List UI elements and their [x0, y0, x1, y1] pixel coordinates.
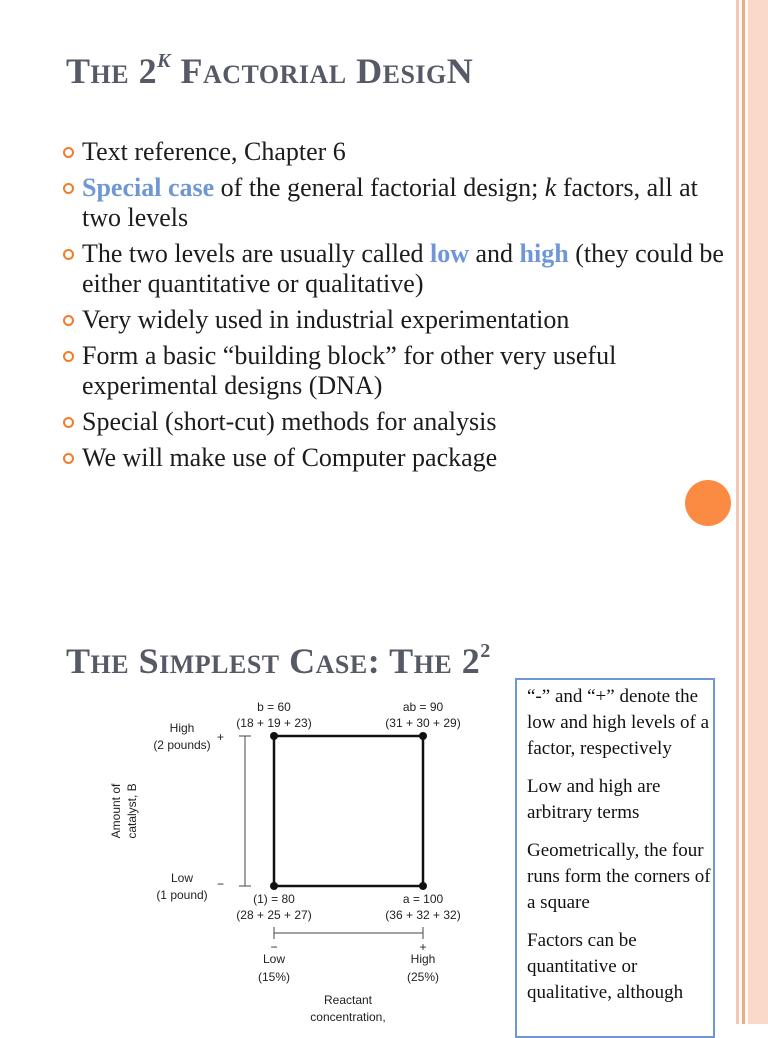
- a-plus-sign: +: [419, 940, 427, 954]
- label-1: (1) = 80: [253, 892, 295, 906]
- vals-ab: (31 + 30 + 29): [385, 716, 461, 730]
- label-b: b = 60: [257, 700, 291, 714]
- slide1-title: THE $2^K$ FACTORIAL DESIGN: [66, 50, 474, 91]
- bullet-circle-icon: [63, 453, 74, 464]
- b-high-label: High: [169, 721, 195, 735]
- corner-point-ab: [419, 732, 427, 740]
- explanation-paragraph: “-” and “+” denote the low and high levels of a factor, respectively: [527, 686, 710, 759]
- label-ab: ab = 90: [402, 700, 444, 714]
- vals-a: (36 + 32 + 32): [385, 908, 461, 922]
- factorial-square-diagram: [100, 695, 480, 1024]
- a-axis-title-line1: Reactant: [323, 993, 373, 1007]
- bullet-item: Form a basic “building block” for other very useful experimental designs (DNA): [62, 341, 734, 401]
- bullet-item: Text reference, Chapter 6: [62, 137, 734, 167]
- corner-point-b: [270, 732, 278, 740]
- b-axis-title-line2: catalyst, B: [125, 783, 139, 839]
- a-high-pct: (25%): [406, 970, 440, 984]
- b-low-amount: (1 pound): [156, 888, 208, 902]
- b-plus-sign: +: [217, 730, 225, 744]
- right-stripe-thin: [736, 0, 739, 1024]
- slide1-bullet-list: [62, 137, 734, 479]
- slide2-title: THE SIMPLEST CASE: THE $2^2$: [66, 640, 491, 681]
- explanation-paragraph: Low and high are arbitrary terms: [527, 776, 661, 823]
- bullet-circle-icon: [63, 315, 74, 326]
- corner-point-a: [419, 882, 427, 890]
- label-a: a = 100: [402, 892, 444, 906]
- design-square: [274, 736, 423, 886]
- bullet-item: Special (short-cut) methods for analysis: [62, 407, 734, 437]
- orange-circle-decoration: [685, 480, 731, 526]
- explanation-box: [515, 678, 715, 1038]
- right-stripe-orange: [742, 0, 745, 1024]
- b-axis-title-line1: Amount of: [109, 783, 123, 839]
- b-low-label: Low: [170, 871, 194, 885]
- a-minus-sign: −: [270, 940, 278, 954]
- right-stripe-wide: [748, 0, 768, 1024]
- a-low-label: Low: [262, 952, 286, 966]
- corner-point-1: [270, 882, 278, 890]
- b-high-amount: (2 pounds): [153, 738, 211, 752]
- vals-b: (18 + 19 + 23): [236, 716, 312, 730]
- bullet-item: We will make use of Computer package: [62, 443, 734, 473]
- vals-1: (28 + 25 + 27): [236, 908, 312, 922]
- bullet-circle-icon: [63, 183, 74, 194]
- explanation-paragraph: Factors can be quantitative or qualitative, although: [527, 930, 684, 1003]
- bullet-item: Very widely used in industrial experimentation: [62, 305, 734, 335]
- a-axis-title-line2: concentration,: [310, 1010, 386, 1024]
- bullet-circle-icon: [63, 351, 74, 362]
- b-minus-sign: −: [217, 877, 225, 891]
- explanation-paragraph: Geometrically, the four runs form the corners of a square: [527, 840, 711, 913]
- bullet-circle-icon: [63, 249, 74, 260]
- bullet-circle-icon: [63, 147, 74, 158]
- bullet-circle-icon: [63, 417, 74, 428]
- a-high-label: High: [410, 952, 436, 966]
- bullet-item: The two levels are usually called low and high (they could be either quantitative or qualitative): [62, 239, 734, 299]
- a-low-pct: (15%): [257, 970, 291, 984]
- bullet-item: Special case of the general factorial design; k factors, all at two levels: [62, 173, 734, 233]
